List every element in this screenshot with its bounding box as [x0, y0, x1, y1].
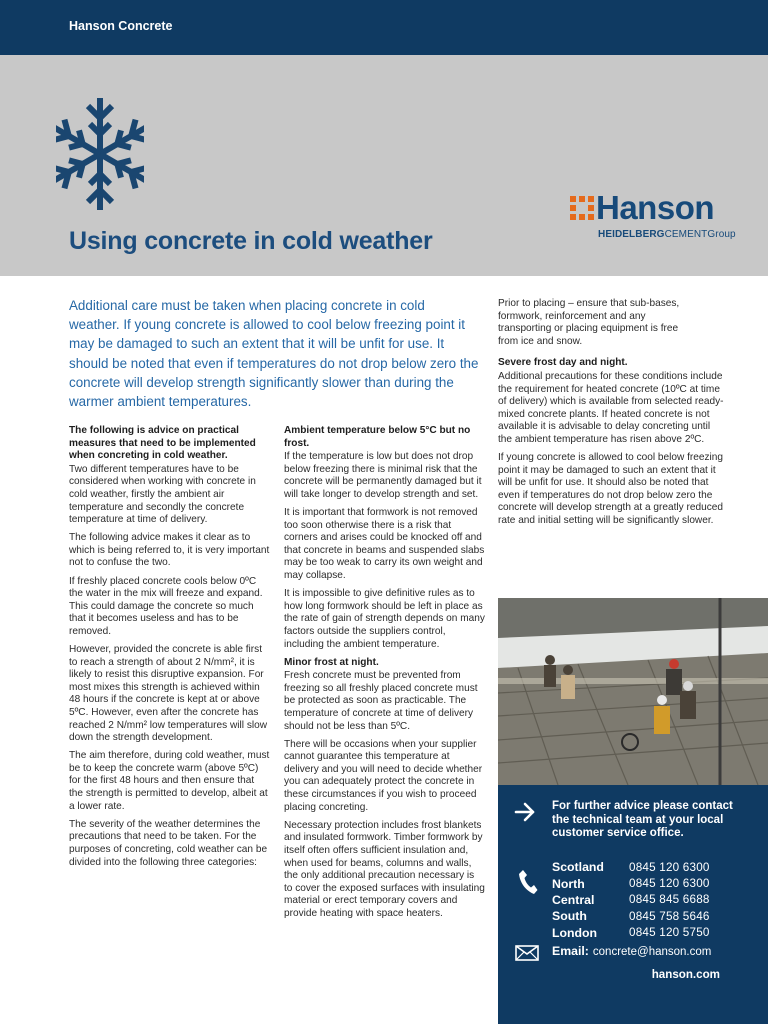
region-name: Central [552, 892, 595, 907]
col1-paragraph: However, provided the concrete is able first to reach a strength of about 2 N/mm², it is likely to resist this disruptive expansion. For most mixes this strength is achieved within 48 hours if the concrete is kept at or above 5ºC. However, even after the concrete has reached 2 N/mm² low temperatures will slow down the strength development. [69, 644, 268, 744]
col2-paragraph: It is impossible to give definitive rules as to how long formwork should be left in place as the rate of gain of strength depends on many factors outside the suppliers control, including the ambient temperature. [284, 588, 485, 650]
brand-name: Hanson Concrete [69, 19, 173, 33]
col2-paragraph: It is important that formwork is not removed too soon otherwise there is a risk that corners and arises could be knocked off and that concrete in beams and suspended slabs may be too weak to carry its own weight and may collapse. [284, 507, 485, 582]
region-row [552, 925, 762, 941]
col1-heading: The following is advice on practical measures that need to be implemented when concreting in cold weather. [69, 425, 256, 462]
region-name: South [552, 909, 587, 924]
construction-photo [498, 598, 768, 785]
col1-paragraph: If freshly placed concrete cools below 0ºC the water in the mix will freeze and expand. This could damage the concrete so much that it becomes useless and has to be removed. [69, 575, 263, 637]
hanson-logo [568, 189, 740, 256]
snowflake-icon [56, 95, 144, 213]
page-title: Using concrete in cold weather [69, 227, 433, 255]
col2-heading-ambient: Ambient temperature below 5°C but no frost. [284, 425, 471, 449]
arrow-right-icon [514, 801, 536, 823]
hero-banner [0, 55, 768, 276]
phone-icon [518, 869, 538, 895]
region-row [552, 908, 762, 924]
col2-heading-minor-frost: Minor frost at night. [284, 656, 379, 668]
col2-paragraph: There will be occasions when your supplier cannot guarantee this temperature at delivery and you will need to decide whether you can adequately protect the concrete in these circumstances if you wish to proceed placing concreting. [284, 738, 483, 813]
col1-paragraph: The following advice makes it clear as to which is being referred to, it is very important not to confuse the two. [69, 532, 270, 569]
region-name: Scotland [552, 860, 604, 875]
col2-paragraph: Fresh concrete must be prevented from freezing so all freshly placed concrete must be protected as soon as practicable. The temperature of concrete at time of delivery should not be less than 5ºC. [284, 670, 478, 732]
logo-group: HEIDELBERGCEMENTGroup [598, 229, 736, 240]
mail-icon [515, 945, 539, 961]
email-line [552, 944, 711, 958]
col1-paragraph: The aim therefore, during cold weather, must be to keep the concrete warm (above 5ºC) for the first 48 hours and then ensure that the strength is permitted to develop, albeit at a lower rate. [69, 750, 270, 812]
region-name: North [552, 876, 585, 891]
col3-paragraph: Additional precautions for these conditions include the requirement for heated concrete (10ºC at time of delivery) which is available from selected ready-mixed concrete plants. If heated concrete is not available it is advisable to delay concreting until the ambient temperature has risen above 2ºC. [498, 370, 724, 445]
region-name: London [552, 925, 598, 940]
column-2 [284, 425, 485, 926]
regions-list [552, 859, 762, 941]
advice-text: For further advice please contact the technical team at your local customer service office. [552, 800, 733, 839]
region-phone[interactable]: 0845 120 6300 [629, 877, 710, 891]
email-label: Email: [552, 944, 589, 958]
region-phone[interactable]: 0845 845 6688 [629, 893, 710, 907]
column-3 [498, 298, 726, 533]
contact-panel [498, 785, 768, 1024]
col1-paragraph: Two different temperatures have to be considered when working with concrete in cold weather, firstly the ambient air temperature and secondly the concrete temperature at time of delivery. [69, 463, 256, 526]
region-phone[interactable]: 0845 120 5750 [629, 926, 710, 940]
col2-paragraph: If the temperature is low but does not drop below freezing there is minimal risk that the concrete will be permanently damaged but it will take longer to develop strength and set. [284, 451, 482, 500]
region-row [552, 875, 762, 891]
region-phone[interactable]: 0845 120 6300 [629, 860, 710, 874]
region-row [552, 892, 762, 908]
region-phone[interactable]: 0845 758 5646 [629, 909, 710, 923]
logo-mark-icon [570, 196, 596, 222]
email-link[interactable]: concrete@hanson.com [592, 946, 712, 958]
col3-paragraph-prior: Prior to placing – ensure that sub-bases, formwork, reinforcement and any transporting or placing equipment is free from ice and snow. [498, 298, 680, 347]
website-link[interactable]: hanson.com [651, 968, 720, 981]
col2-paragraph: Necessary protection includes frost blankets and insulated formwork. Timber formwork by itself often offers sufficient insulation and, when used for beams, columns and walls, the only additional precaution necessary is to cover the exposed surfaces with insulating material or erect temporary covers and provide heating with space heaters. [284, 819, 485, 919]
top-bar [0, 0, 768, 55]
region-row [552, 859, 762, 875]
logo-wordmark: Hanson [596, 189, 715, 226]
col1-paragraph: The severity of the weather determines the precautions that need to be taken. For the purposes of concreting, cold weather can be divided into the following three categories: [69, 818, 268, 868]
intro-paragraph: Additional care must be taken when placing concrete in cold weather. If young concrete is allowed to cool below freezing point it may be damaged to such an extent that it will be unfit for use. It should be noted that even if temperatures do not drop below zero the concrete will develop strength significantly slower than during the warmer ambient temperatures. [69, 298, 479, 410]
col3-heading-severe-frost: Severe frost day and night. [498, 357, 628, 369]
col3-paragraph: If young concrete is allowed to cool below freezing point it may be damaged to such an extent that it will be unfit for use. It should also be noted that even if temperatures do not drop below zero the concrete will develop strength at a greatly reduced rate and initial setting will be significantly slower. [498, 452, 723, 526]
column-1 [69, 425, 270, 875]
